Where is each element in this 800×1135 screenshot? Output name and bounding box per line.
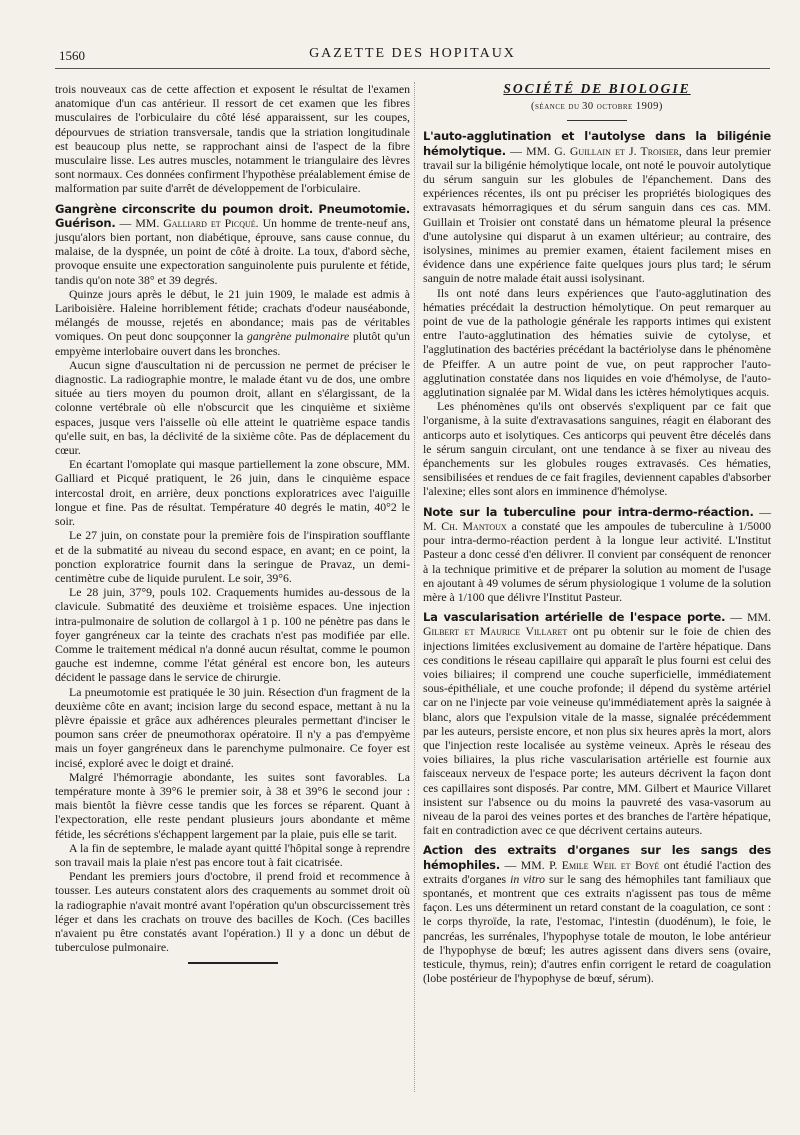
authors: MM. Galliard et Picqué. — [135, 215, 259, 230]
section-heading: L'auto-agglutination et l'autolyse dans la biligénie hémolytique. — [423, 129, 771, 158]
paragraph-text: ont pu obtenir sur le foie de chien des injections limitées exclusivement au domaine de l'artère hépatique. Dans ces conditions le réseau capillaire qui apparaît le plus fourni est celui des voies biliaires; il comprend une couche superficielle, immédiatement sous-épithéliale, et une couche profonde; il dépend du système artériel car on ne l'injecte par voie veineuse qu'immédiatement après la saignée à blanc, alors que l'expulsion vitale de la masse, signalée précédemment par les auteurs, persiste encore, et non plus six heures après la mort, alors que l'injection reste localisée au système veineux. Après le réseau des voies biliaires, la plus riche vascularisation artérielle est fournie aux faisceaux nerveux de l'espace porte; les auteurs décrivent la façon dont ces capillaires sont disposés. Par contre, MM. Gilbert et Maurice Villaret insistent sur l'absence ou du moins la pauvreté des vasa-vasorum au niveau de la paroi des veines portes et des branches de l'artère hépatique, fait en contradiction avec ce que décrivent certains auteurs. — [423, 624, 772, 838]
right-column — [423, 82, 771, 985]
paragraph-text: dans leur premier travail sur la biligénie hémolytique locale, ont noté le pouvoir autolytique du sérum sanguin sur les globules de l'épanchement. Dans des expériences récentes, ils ont pu préciser les propriétés biologiques des extravasats hémorragiques et du sérum sanguin dans ces cas. MM. Guillain et Troisier ont constaté dans un hématome pleural la présence d'une autolysine qui disparut à un examen ultérieur; au contraire, des isolysines, minimes au premier examen, étaient facilement mises en évidence dans une expérience faite quelques jours plus tard; le sérum sanguin de notre malade était aussi isolysinant. — [423, 143, 772, 286]
paragraph: En écartant l'omoplate qui masque partiellement la zone obscure, MM. Galliard et Picqué pratiquent, le 26 juin, dans le cinquième espace intercostal droit, en arrière, deux ponctions exploratrices avec l'aiguille longue et fine. Pas de résultat. Température 40 degrés le matin, 40°2 le soir. — [55, 457, 410, 529]
paragraph: trois nouveaux cas de cette affection et exposent le résultat de l'examen anatomique d'un cas antérieur. Il ressort de cet examen que les fibres musculaires de l'orbiculaire du côté lésé apparaissent, sur les coupes, dépourvues de striation transversale, tandis que la striation longitudinale est beaucoup plus nette, se rapprochant ainsi de l'aspect de la fibre musculaire lisse. Les autres muscles, notamment le triangulaire des lèvres sont normaux. Ces données confirment l'hypothèse préalablement émise de malformation par suite d'arrêt de développement de l'orbiculaire. — [55, 82, 410, 196]
paragraph: A la fin de septembre, le malade ayant quitté l'hôpital songe à reprendre son travail mais la plaie n'est pas encore tout à fait cicatrisée. — [55, 840, 410, 869]
paragraph-text: ont étudié l'action des extraits d'organes — [423, 857, 772, 886]
society-title: SOCIÉTÉ DE BIOLOGIE — [503, 81, 691, 96]
section-heading: Gangrène circonscrite du poumon droit. Pneumotomie. Guérison. — [55, 201, 410, 230]
authors: MM. G. Guillain et J. Troisier, — [526, 143, 682, 158]
article-tuberculine: Note sur la tuberculine pour intra-dermo-réaction. — M. Ch. Mantoux a constaté que les ampoules de tuberculine à 1/5000 pour intra-dermo-réaction perdent à la longue leur activité. L'Institut Pasteur a donc cessé d'en délivrer. Il convient par conséquent de renoncer à la technique primitive et de préparer la solution au moment de l'usage en ajoutant à 49 volumes de sérum physiologique 1 volume de la solution mère à 1/100 que délivre l'Institut Pasteur. — [423, 504, 771, 604]
italic-text: gangrène pulmonaire — [246, 329, 350, 344]
paragraph-text: Quinze jours après le début, le 21 juin 1909, le malade est admis à Lariboisière. Haleine horriblement fétide; crachats d'odeur nauséabonde, mélangés de mousse, rejetés en abondance; mais pas de véritables vomiques. On peut donc soupçonner la — [55, 286, 410, 344]
divider-rule — [567, 120, 627, 121]
column-divider — [414, 82, 415, 1092]
end-rule — [188, 962, 278, 964]
paragraph: Pendant les premiers jours d'octobre, il prend froid et recommence à tousser. Les auteurs constatent alors des craquements au sommet droit où la radiographie n'avait montré avant l'opération qu'un obscurcissement très léger et dans les crachats on trouve des bacilles de Koch. (Ces bacilles n'avaient pu être constatés avant l'opération.) Il y a donc un début de tuberculose pulmonaire. — [55, 869, 410, 955]
date-label: (séance du — [531, 101, 580, 113]
article-extraits: Action des extraits d'organes sur les sangs des hémophiles. — MM. P. Emile Weil et Boyé ont étudié l'action des extraits d'organes in vitro sur le sang des hémophiles tant familiaux que spontanés, et montrent que ces extraits n'agissent pas tous de même façon. Les uns déterminent un retard constant de la coagulation, ce sont : le corps thyroïde, la rate, l'estomac, l'intestin (duodénum), le foie, le pancréas, les surrénales, l'hypophyse totale de mouton, le lobe antérieur de l'hypophyse de bœuf; les autres agissent dans divers sens (ovaire, testicule, thymus, rein); d'autres enfin corrigent le retard de coagulation (lobe postérieur de l'hypophyse de bœuf, sérum). — [423, 843, 772, 986]
authors: MM. Gilbert et Maurice Villaret — [423, 610, 771, 639]
paragraph-text: a constaté que les ampoules de tuberculine à 1/5000 pour intra-dermo-réaction perdent à la longue leur activité. L'Institut Pasteur a donc cessé d'en délivrer. Il convient par conséquent de renoncer à la technique primitive et de préparer la solution au moment de l'usage en ajoutant à 49 volumes de sérum physiologique 1 volume de la solution mère à 1/100 que délivre l'Institut Pasteur. — [423, 518, 771, 604]
paragraph: Les phénomènes qu'ils ont observés s'expliquent par ce fait que l'organisme, à la suite d'extravasations sanguines, réagit en élaborant des anticorps auto et isolytiques. Ces anticorps qui peuvent être décelés dans le sérum sanguin circulant, ont une tendance à se fixer au niveau des épanchements sur les globules rouges extravasés. Ces hématies, sensibilisées et rendues de ce fait fragiles, deviennent capables d'absorber l'alexine; elles sont alors en imminence d'hémolyse. — [423, 399, 771, 499]
section-heading: Note sur la tuberculine pour intra-dermo-réaction. — [423, 504, 754, 519]
paragraph: Le 28 juin, 37°9, pouls 102. Craquements humides au-dessous de la clavicule. Submatité des deuxième et troisième espaces. Une injection intra-pulmonaire de solution de collargol à 1 p. 100 ne pénètre pas dans le foyer gangréneux car la teinte des crachats n'est pas modifiée par elle. Comme le traitement médical n'a donné aucun résultat, comme le poumon gauche est indemne, comme l'état général est encore bon, les auteurs décident le passage dans le service de chirurgie. — [55, 585, 410, 685]
paragraph-text: plutôt qu'un empyème interlobaire ouvert dans les bronches. — [55, 329, 411, 358]
article-auto-agglutination: L'auto-agglutination et l'autolyse dans la biligénie hémolytique. — MM. G. Guillain et J. Troisier, dans leur premier travail sur la biligénie hémolytique locale, ont noté le pouvoir autolytique du sérum sanguin sur les globules de l'épanchement. Dans des expériences récentes, ils ont pu préciser les propriétés biologiques des extravasats hémorragiques et du sérum sanguin dans ces cas. MM. Guillain et Troisier ont constaté dans un hématome pleural la présence d'une autolysine qui disparut à un examen ultérieur; au contraire, des isolysines, minimes au premier examen, étaient facilement mises en évidence dans une expérience faite quelques jours plus tard; le sérum sanguin de notre malade était aussi isolysinant. — [423, 129, 772, 286]
society-date — [423, 100, 771, 114]
section-heading: La vascularisation artérielle de l'espace porte. — [423, 610, 726, 625]
date-value: 30 octobre 1909) — [582, 101, 663, 113]
paragraph: Malgré l'hémorragie abondante, les suites sont favorables. La température monte à 39°6 le premier soir, à 38 et 39°6 le second jour : mais bientôt la fièvre cesse tandis que les forces se réparent. Quant à l'expectoration, elle reste pendant plusieurs jours abondante et même fétide, les sécrétions s'échappent largement par la plaie, puis elle se tarit. — [55, 769, 410, 841]
authors: M. Ch. Mantoux — [423, 518, 507, 533]
article-gangrene: Gangrène circonscrite du poumon droit. Pneumotomie. Guérison. — MM. Galliard et Picqué. Un homme de trente-neuf ans, jusqu'alors bien portant, non diabétique, éprouve, sans cause connue, du malaise, de la dyspnée, un point de côté à droite. La toux, d'abord sèche, provoque ensuite une expectoration sanguinolente puis purulente et fétide, tandis qu'on note 38° et 39 degrés. — [55, 201, 410, 287]
section-heading: Action des extraits d'organes sur les sangs des hémophiles. — [423, 843, 771, 872]
page-number: 1560 — [59, 48, 85, 63]
left-column — [55, 82, 410, 964]
paragraph: Ils ont noté dans leurs expériences que l'auto-agglutination des hématies précédait la destruction hémolytique. On peut remarquer au point de vue de la pathologie générale les rapports intimes qui existent entre l'auto-agglutination des hématies suivie de cytolyse, et l'agglutination des bactéries précédant la bactériolyse dans le phénomène de Pfeiffer. A un autre point de vue, on peut rapprocher l'auto-agglutination constatée dans nos liquides en voie d'hémolyse, de l'auto-agglutination signalée par M. Widal dans les ictères hémolytiques acquis. — [423, 285, 771, 400]
italic-text: in vitro — [510, 871, 546, 886]
paragraph-text: Un homme de trente-neuf ans, jusqu'alors bien portant, non diabétique, éprouve, sans cause connue, du malaise, de la dyspnée, un point de côté à droite. La toux, d'abord sèche, provoque ensuite une expectoration sanguinolente puis purulente et fétide, tandis qu'on note 38° et 39 degrés. — [55, 215, 410, 287]
authors: MM. P. Emile Weil et Boyé — [520, 857, 660, 872]
journal-title: GAZETTE DES HOPITAUX — [309, 46, 516, 61]
page-header — [55, 44, 770, 69]
article-vascularisation: La vascularisation artérielle de l'espace porte. — MM. Gilbert et Maurice Villaret ont pu obtenir sur le foie de chien des injections limitées exclusivement au domaine de l'artère hépatique. Dans ces conditions le réseau capillaire qui apparaît le plus fourni est celui des voies biliaires; il comprend une couche superficielle, immédiatement sous-épithéliale, et une couche profonde; il dépend du système artériel car on ne l'injecte par voie veineuse qu'immédiatement après la saignée à blanc, alors que l'expulsion vitale de la masse, signalée précédemment par les auteurs, persiste encore, et non plus six heures après la mort, alors que l'injection reste localisée au système veineux. Après le réseau des voies biliaires, la plus riche vascularisation artérielle est fournie aux faisceaux nerveux de l'espace porte; les auteurs décrivent la façon dont ces capillaires sont disposés. Par contre, MM. Gilbert et Maurice Villaret insistent sur l'absence ou du moins la pauvreté des vasa-vasorum au niveau de la paroi des veines portes et des branches de l'artère hépatique, fait en contradiction avec ce que décrivent certains auteurs. — [423, 610, 772, 838]
paragraph: Aucun signe d'auscultation ni de percussion ne permet de préciser le diagnostic. La radiographie montre, le malade étant vu de dos, une ombre située au tiers moyen du poumon droit, allant en s'élargissant, de la colonne vertébrale où elle n'obscurcit que les cinquième et sixième espaces, jusque vers l'aisselle où elle atteint le quatrième espace tandis qu'elle suit, en bas, la déclivité de la sixième côte. Pas de déplacement du cœur. — [55, 357, 410, 458]
paragraph: Le 27 juin, on constate pour la première fois de l'inspiration soufflante et de la submatité au niveau du second espace, en avant; en ce point, la ponction exploratrice fournit dans la seringue de Pravaz, un demi-centimètre cube de liquide purulent. Le soir, 39°6. — [55, 528, 410, 585]
paragraph — [55, 287, 410, 358]
paragraph: La pneumotomie est pratiquée le 30 juin. Résection d'un fragment de la deuxième côte en avant; incision large du second espace, mettant à nu la plèvre épaissie et grâce aux adhérences pleurales permettant d'inciser le poumon sans créer de pneumothorax opératoire. Il n'y a pas d'empyème mais un foyer gangréneux dans le parenchyme pulmonaire. Ce foyer est incisé, exploré avec le doigt et drainé. — [55, 684, 410, 770]
paragraph-text: sur le sang des hémophiles tant familiaux que spontanés, et montrent que ces extraits n'agissent pas tous de même façon. Les uns déterminent un retard constant de la coagulation, ce sont : le corps thyroïde, la rate, l'estomac, l'intestin (duodénum), le foie, le pancréas, les surrénales, l'hypophyse totale de mouton, le lobe antérieur de l'hypophyse de bœuf; les autres agissent dans divers sens (ovaire, testicule, thymus, rein); d'autres enfin corrigent le retard de coagulation (lobe postérieur de l'hypophyse de bœuf, sérum). — [423, 871, 772, 986]
